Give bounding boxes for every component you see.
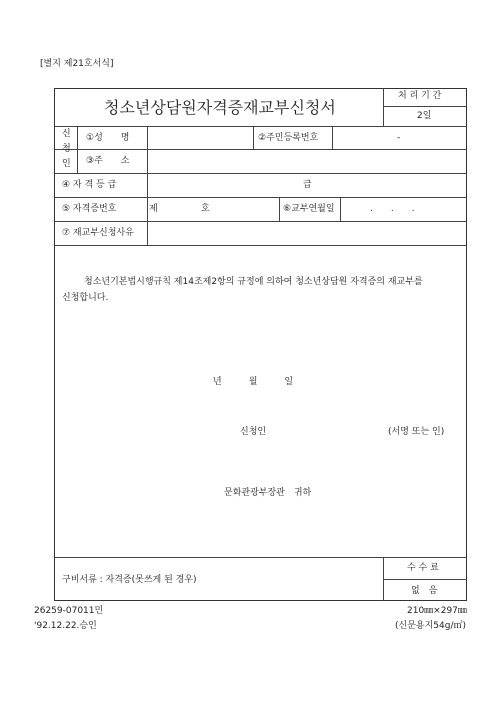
spacer: [78, 149, 79, 150]
processing-period-label: 처 리 기 간: [398, 91, 442, 101]
body-text-line-1: 청소년기본법시행규칙 제14조제2항의 규정에 의하여 청소년상담원 자격증의 재교부를: [84, 277, 423, 287]
address-field[interactable]: [149, 151, 465, 171]
body-bottom-line: [54, 557, 467, 558]
issue-date-field[interactable]: . . .: [370, 204, 415, 214]
certificate-number-label: ⑤ 자격증번호: [62, 204, 117, 214]
qualification-label: ④ 자 격 등 급: [62, 180, 117, 190]
paper-size: 210㎜×297㎜: [407, 606, 467, 616]
reissue-reason-label: ⑦ 재교부신청사유: [62, 228, 134, 238]
address-label: ③주 소: [86, 156, 130, 166]
name-label: ①성 명: [86, 133, 130, 143]
applicant-signature-label: 신청인: [240, 427, 267, 437]
body-text-line-2: 신청합니다.: [62, 293, 109, 303]
address-row-bottom-line: [54, 173, 467, 174]
processing-mid-line: [383, 106, 467, 107]
issue-date-label: ⑥교부연월일: [283, 204, 335, 214]
certificate-number-suffix: 호: [201, 204, 210, 214]
fee-label: 수 수 료: [407, 563, 439, 573]
date-line[interactable]: 년 월 일: [213, 377, 294, 387]
applicant-section-char-2: 청: [62, 144, 71, 154]
name-field[interactable]: [149, 128, 251, 147]
name-row-bottom-line: [54, 149, 467, 150]
rrn-label-divider: [332, 126, 333, 149]
paper-type: (신문용지54g/㎡): [395, 621, 466, 631]
reissue-reason-field[interactable]: [149, 223, 465, 243]
applicant-section-char-3: 인: [62, 159, 71, 169]
fee-mid-line: [383, 579, 467, 580]
qualification-field[interactable]: 급: [303, 180, 312, 190]
rrn-label: ②주민등록번호: [258, 133, 319, 143]
processing-divider: [383, 88, 384, 126]
form-number-label: [별지 제21호서식]: [40, 59, 114, 69]
approval-date: '92.12.22.승인: [34, 621, 97, 631]
qualification-row-bottom-line: [54, 197, 467, 198]
rrn-field[interactable]: -: [397, 133, 401, 143]
issue-label-divider: [340, 197, 341, 221]
cert-value-divider: [279, 197, 280, 221]
certificate-number-prefix: 제: [149, 204, 158, 214]
title-row-bottom-line: [54, 126, 467, 127]
reason-row-bottom-line: [54, 245, 467, 246]
certificate-row-bottom-line: [54, 221, 467, 222]
recipient-line: 문화관광부장관 귀하: [224, 488, 312, 498]
form-code: 26259-07011민: [34, 606, 104, 616]
applicant-section-char-1: 신: [62, 129, 71, 139]
label-column-divider: [147, 126, 148, 245]
name-value-divider: [253, 126, 254, 149]
signature-note: (서명 또는 인): [388, 427, 445, 437]
fee-value: 없 음: [411, 586, 438, 596]
processing-period-value: 2일: [417, 111, 432, 121]
required-documents-label: 구비서류 : 자격증(못쓰게 된 경우): [62, 575, 197, 585]
form-title: 청소년상담원자격증재교부신청서: [104, 98, 336, 117]
